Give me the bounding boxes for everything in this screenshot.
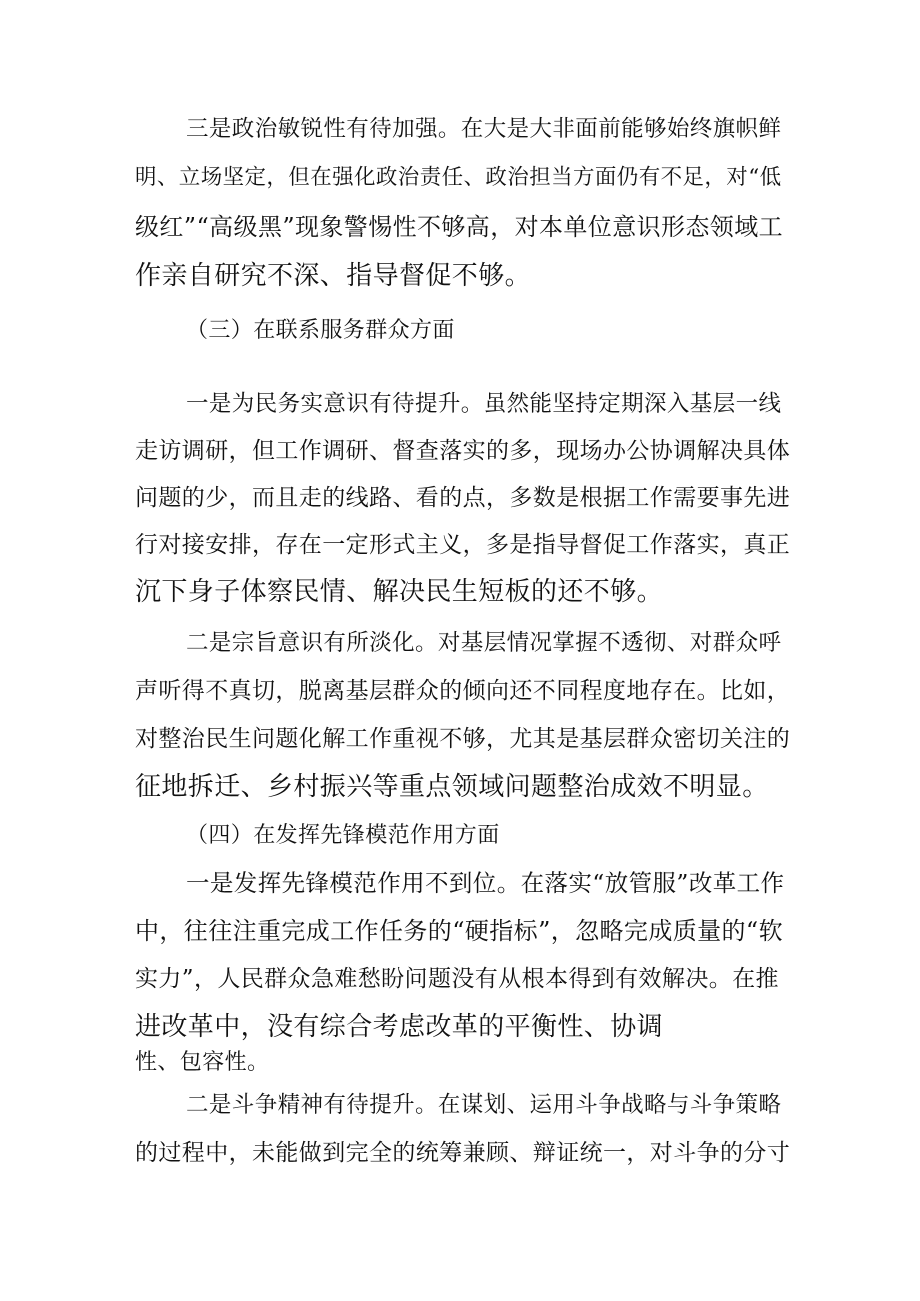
section-heading: （三）在联系服务群众方面 <box>186 318 455 343</box>
paragraph-line: 性、包容性。 <box>135 1050 270 1075</box>
paragraph-line: 一是为民务实意识有待提升。虽然能坚持定期深入基层一线 <box>186 391 782 417</box>
paragraph-line: 中，往往注重完成工作任务的“硬指标”，忽略完成质量的“软 <box>135 917 784 945</box>
paragraph-line: 行对接安排，存在一定形式主义，多是指导督促工作落实，真正 <box>135 532 791 558</box>
paragraph-line: 一是发挥先锋模范作用不到位。在落实“放管服”改革工作 <box>186 869 785 897</box>
paragraph-line: 对整治民生问题化解工作重视不够，尤其是基层群众密切关注的 <box>135 726 791 752</box>
paragraph-line: 作亲自研究不深、指导督促不够。 <box>135 261 532 291</box>
paragraph-line: 进改革中，没有综合考虑改革的平衡性、协调 <box>135 1012 664 1042</box>
paragraph-line: 三是政治敏锐性有待加强。在大是大非面前能够始终旗帜鲜 <box>186 116 782 142</box>
paragraph-line: 的过程中，未能做到完全的统筹兼顾、辩证统一，对斗争的分寸 <box>135 1140 791 1166</box>
paragraph-line: 明、立场坚定，但在强化政治责任、政治担当方面仍有不足，对“低 <box>135 165 782 190</box>
paragraph-line: 声听得不真切，脱离基层群众的倾向还不同程度地存在。比如， <box>135 678 791 704</box>
paragraph-line: 二是宗旨意识有所淡化。对基层情况掌握不透彻、对群众呼 <box>186 630 782 656</box>
paragraph-line: 走访调研，但工作调研、督查落实的多，现场办公协调解决具体 <box>135 438 791 464</box>
paragraph-line: 实力”，人民群众急难愁盼问题没有从根本得到有效解决。在推 <box>135 966 779 992</box>
paragraph-line: 征地拆迁、乡村振兴等重点领域问题整治成效不明显。 <box>135 772 769 802</box>
paragraph-line: 二是斗争精神有待提升。在谋划、运用斗争战略与斗争策略 <box>186 1092 782 1118</box>
paragraph-line: 级红”“高级黑”现象警惕性不够高，对本单位意识形态领域工 <box>135 213 784 241</box>
paragraph-line: 问题的少，而且走的线路、看的点，多数是根据工作需要事先进 <box>135 485 791 511</box>
section-heading: （四）在发挥先锋模范作用方面 <box>186 823 500 848</box>
paragraph-line: 沉下身子体察民情、解决民生短板的还不够。 <box>135 577 664 607</box>
